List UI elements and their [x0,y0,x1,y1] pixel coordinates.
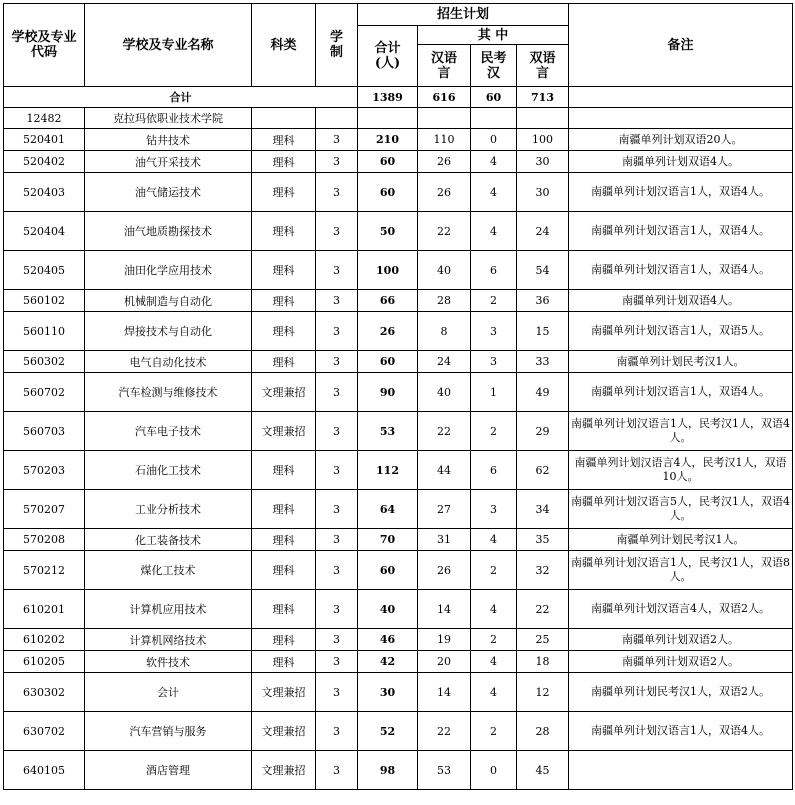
major-name: 汽车电子技术 [85,412,252,451]
major-remark: 南疆单列计划双语4人。 [569,290,793,312]
major-remark: 南疆单列计划汉语言1人，双语4人。 [569,173,793,212]
school-code: 12482 [4,108,85,129]
major-total: 46 [358,629,418,651]
major-han: 24 [418,351,471,373]
major-code: 520404 [4,212,85,251]
table-row [4,290,793,312]
major-category: 理科 [252,290,316,312]
major-code: 570208 [4,529,85,551]
major-han: 26 [418,151,471,173]
major-name: 会计 [85,673,252,712]
major-category: 理科 [252,351,316,373]
major-minkaohan: 2 [471,629,517,651]
major-minkaohan: 4 [471,173,517,212]
table-row [4,173,793,212]
major-minkaohan: 4 [471,151,517,173]
total-remark [569,87,793,108]
major-han: 31 [418,529,471,551]
major-duration: 3 [316,412,358,451]
major-duration: 3 [316,712,358,751]
major-code: 560703 [4,412,85,451]
major-bilingual: 12 [517,673,569,712]
major-name: 工业分析技术 [85,490,252,529]
major-total: 98 [358,751,418,790]
major-name: 计算机应用技术 [85,590,252,629]
major-minkaohan: 2 [471,712,517,751]
major-bilingual: 25 [517,629,569,651]
major-category: 理科 [252,490,316,529]
table-row [4,351,793,373]
major-remark: 南疆单列计划民考汉1人，双语2人。 [569,673,793,712]
major-han: 40 [418,373,471,412]
major-category: 理科 [252,151,316,173]
major-category: 理科 [252,251,316,290]
header-remark: 备注 [569,4,793,87]
major-han: 22 [418,212,471,251]
major-remark: 南疆单列计划汉语言1人，双语4人。 [569,251,793,290]
major-bilingual: 29 [517,412,569,451]
major-remark: 南疆单列计划双语20人。 [569,129,793,151]
major-name: 油田化学应用技术 [85,251,252,290]
table-row [4,590,793,629]
major-name: 焊接技术与自动化 [85,312,252,351]
major-bilingual: 18 [517,651,569,673]
table-row [4,529,793,551]
table-row [4,412,793,451]
major-duration: 3 [316,290,358,312]
table-row [4,551,793,590]
major-duration: 3 [316,351,358,373]
major-minkaohan: 4 [471,673,517,712]
major-bilingual: 15 [517,312,569,351]
major-code: 610202 [4,629,85,651]
major-bilingual: 62 [517,451,569,490]
major-name: 软件技术 [85,651,252,673]
major-category: 理科 [252,590,316,629]
major-minkaohan: 6 [471,451,517,490]
major-minkaohan: 2 [471,551,517,590]
major-name: 钻井技术 [85,129,252,151]
major-duration: 3 [316,490,358,529]
major-duration: 3 [316,151,358,173]
major-minkaohan: 0 [471,751,517,790]
major-code: 560102 [4,290,85,312]
major-code: 610205 [4,651,85,673]
major-category: 理科 [252,212,316,251]
major-remark: 南疆单列计划汉语言5人，民考汉1人，双语4人。 [569,490,793,529]
major-name: 电气自动化技术 [85,351,252,373]
major-duration: 3 [316,173,358,212]
major-minkaohan: 4 [471,529,517,551]
major-name: 石油化工技术 [85,451,252,490]
major-minkaohan: 2 [471,412,517,451]
major-bilingual: 45 [517,751,569,790]
major-remark: 南疆单列计划民考汉1人。 [569,351,793,373]
major-minkaohan: 6 [471,251,517,290]
major-han: 44 [418,451,471,490]
major-total: 50 [358,212,418,251]
header-han: 汉语言 [418,45,471,87]
table-row [4,251,793,290]
major-minkaohan: 1 [471,373,517,412]
major-code: 520405 [4,251,85,290]
major-bilingual: 22 [517,590,569,629]
table-row [4,451,793,490]
major-bilingual: 30 [517,173,569,212]
major-code: 520402 [4,151,85,173]
major-minkaohan: 4 [471,590,517,629]
major-total: 53 [358,412,418,451]
major-remark: 南疆单列计划双语4人。 [569,151,793,173]
major-duration: 3 [316,373,358,412]
major-total: 60 [358,173,418,212]
total-han: 616 [418,87,471,108]
major-minkaohan: 2 [471,290,517,312]
table-row [4,151,793,173]
major-name: 油气开采技术 [85,151,252,173]
major-bilingual: 35 [517,529,569,551]
header-total: 合计(人) [358,26,418,87]
major-name: 化工装备技术 [85,529,252,551]
header-minkaohan: 民考汉 [471,45,517,87]
major-bilingual: 49 [517,373,569,412]
major-bilingual: 32 [517,551,569,590]
major-remark: 南疆单列计划汉语言4人，双语2人。 [569,590,793,629]
major-name: 机械制造与自动化 [85,290,252,312]
major-category: 理科 [252,529,316,551]
major-total: 26 [358,312,418,351]
major-code: 520403 [4,173,85,212]
total-bilingual: 713 [517,87,569,108]
major-total: 90 [358,373,418,412]
header-row-1 [4,4,793,26]
major-han: 19 [418,629,471,651]
major-han: 26 [418,173,471,212]
major-name: 酒店管理 [85,751,252,790]
table-row [4,212,793,251]
total-label: 合计 [4,87,358,108]
major-han: 110 [418,129,471,151]
major-duration: 3 [316,651,358,673]
major-code: 520401 [4,129,85,151]
major-han: 26 [418,551,471,590]
major-remark: 南疆单列计划民考汉1人。 [569,529,793,551]
major-duration: 3 [316,212,358,251]
major-han: 40 [418,251,471,290]
major-bilingual: 33 [517,351,569,373]
major-total: 66 [358,290,418,312]
major-code: 570207 [4,490,85,529]
major-code: 570212 [4,551,85,590]
major-duration: 3 [316,129,358,151]
table-row [4,490,793,529]
major-han: 28 [418,290,471,312]
major-remark: 南疆单列计划汉语言1人，民考汉1人，双语4人。 [569,412,793,451]
major-total: 60 [358,351,418,373]
major-total: 30 [358,673,418,712]
major-duration: 3 [316,629,358,651]
major-remark: 南疆单列计划汉语言4人，民考汉1人，双语10人。 [569,451,793,490]
major-han: 8 [418,312,471,351]
major-total: 42 [358,651,418,673]
major-total: 60 [358,551,418,590]
major-name: 汽车营销与服务 [85,712,252,751]
table-row [4,751,793,790]
major-total: 210 [358,129,418,151]
total-sum: 1389 [358,87,418,108]
header-duration: 学制 [316,4,358,87]
major-duration: 3 [316,673,358,712]
major-total: 52 [358,712,418,751]
major-code: 630702 [4,712,85,751]
major-code: 560302 [4,351,85,373]
major-code: 570203 [4,451,85,490]
major-code: 630302 [4,673,85,712]
major-category: 文理兼招 [252,373,316,412]
major-category: 文理兼招 [252,412,316,451]
major-remark: 南疆单列计划汉语言1人，双语4人。 [569,212,793,251]
major-total: 40 [358,590,418,629]
major-remark: 南疆单列计划双语2人。 [569,629,793,651]
major-duration: 3 [316,251,358,290]
major-bilingual: 28 [517,712,569,751]
header-category: 科类 [252,4,316,87]
major-bilingual: 54 [517,251,569,290]
total-row [4,87,793,108]
header-code: 学校及专业代码 [4,4,85,87]
major-minkaohan: 3 [471,351,517,373]
major-han: 22 [418,712,471,751]
major-bilingual: 30 [517,151,569,173]
major-duration: 3 [316,551,358,590]
major-minkaohan: 4 [471,651,517,673]
major-name: 汽车检测与维修技术 [85,373,252,412]
table-row [4,673,793,712]
enrollment-plan-table [3,3,793,790]
major-category: 文理兼招 [252,751,316,790]
table-row [4,312,793,351]
major-category: 理科 [252,129,316,151]
major-duration: 3 [316,590,358,629]
table-row [4,712,793,751]
header-plan: 招生计划 [358,4,569,26]
major-bilingual: 100 [517,129,569,151]
table-row [4,373,793,412]
school-row [4,108,793,129]
total-minkaohan: 60 [471,87,517,108]
header-bilingual: 双语言 [517,45,569,87]
major-minkaohan: 3 [471,312,517,351]
major-remark: 南疆单列计划汉语言1人，民考汉1人，双语8人。 [569,551,793,590]
major-code: 560110 [4,312,85,351]
table-row [4,651,793,673]
major-minkaohan: 0 [471,129,517,151]
major-total: 112 [358,451,418,490]
major-remark: 南疆单列计划汉语言1人，双语4人。 [569,712,793,751]
header-among: 其 中 [418,26,569,45]
major-remark: 南疆单列计划汉语言1人，双语4人。 [569,373,793,412]
major-name: 油气地质勘探技术 [85,212,252,251]
major-code: 640105 [4,751,85,790]
major-total: 64 [358,490,418,529]
enrollment-plan-document [3,3,793,790]
major-remark: 南疆单列计划汉语言1人，双语5人。 [569,312,793,351]
major-rows [4,129,793,790]
major-total: 60 [358,151,418,173]
major-code: 610201 [4,590,85,629]
major-han: 27 [418,490,471,529]
table-row [4,129,793,151]
header-name: 学校及专业名称 [85,4,252,87]
major-duration: 3 [316,312,358,351]
major-han: 14 [418,590,471,629]
major-bilingual: 36 [517,290,569,312]
major-category: 理科 [252,173,316,212]
major-category: 文理兼招 [252,712,316,751]
major-duration: 3 [316,529,358,551]
major-category: 理科 [252,451,316,490]
major-bilingual: 34 [517,490,569,529]
major-bilingual: 24 [517,212,569,251]
major-category: 文理兼招 [252,673,316,712]
major-remark: 南疆单列计划双语2人。 [569,651,793,673]
major-code: 560702 [4,373,85,412]
major-minkaohan: 4 [471,212,517,251]
major-total: 70 [358,529,418,551]
major-remark [569,751,793,790]
major-duration: 3 [316,751,358,790]
major-han: 20 [418,651,471,673]
major-name: 计算机网络技术 [85,629,252,651]
school-name: 克拉玛依职业技术学院 [85,108,252,129]
major-han: 14 [418,673,471,712]
major-minkaohan: 3 [471,490,517,529]
major-category: 理科 [252,551,316,590]
major-category: 理科 [252,312,316,351]
major-total: 100 [358,251,418,290]
major-category: 理科 [252,629,316,651]
major-name: 油气储运技术 [85,173,252,212]
major-duration: 3 [316,451,358,490]
table-row [4,629,793,651]
major-category: 理科 [252,651,316,673]
major-name: 煤化工技术 [85,551,252,590]
major-han: 22 [418,412,471,451]
major-han: 53 [418,751,471,790]
